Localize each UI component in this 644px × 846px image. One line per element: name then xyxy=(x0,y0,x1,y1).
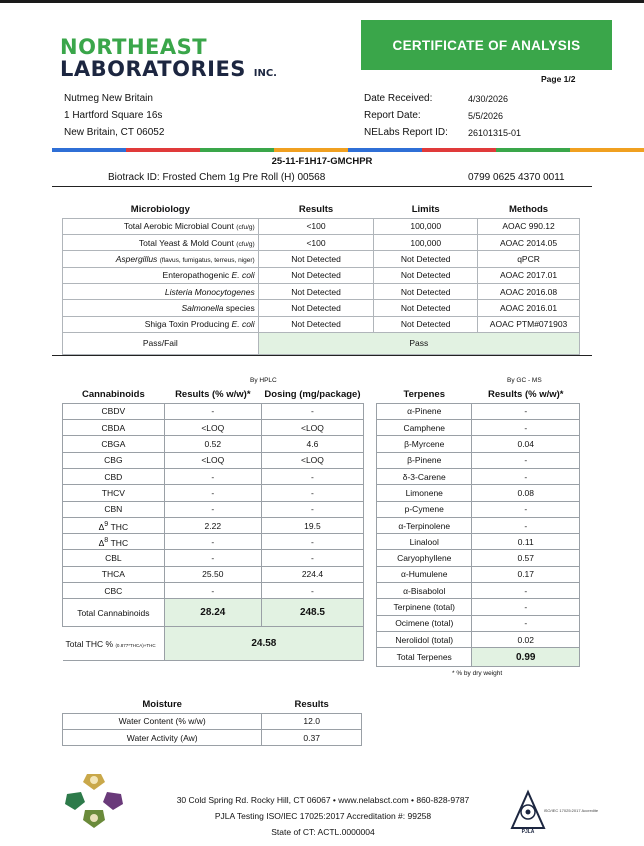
biotrack-id: Biotrack ID: Frosted Chem 1g Pre Roll (H) 00568 xyxy=(108,172,326,183)
result-cell: - xyxy=(164,485,261,501)
terpene-name: Camphene xyxy=(377,420,472,436)
result-cell: <LOQ xyxy=(164,452,261,468)
barcode-number: 0799 0625 4370 0011 xyxy=(468,172,565,183)
page-number: Page 1/2 xyxy=(541,74,576,84)
result-cell: - xyxy=(472,599,580,615)
result-cell: Not Detected xyxy=(258,283,374,299)
result-cell: Not Detected xyxy=(258,316,374,332)
dry-weight-note: * % by dry weight xyxy=(452,670,503,677)
cannabinoid-name: CBN xyxy=(63,501,165,517)
report-date-value: 5/5/2026 xyxy=(468,111,504,121)
limit-cell: Not Detected xyxy=(374,251,478,267)
table-row xyxy=(377,485,580,501)
color-stripe-segment xyxy=(496,148,570,152)
result-cell: 25.50 xyxy=(164,566,261,582)
footer-state-license: State of CT: ACTL.0000004 xyxy=(271,827,375,837)
cannabinoid-name: CBD xyxy=(63,468,165,484)
document-title: CERTIFICATE OF ANALYSIS xyxy=(361,20,612,70)
result-cell: Not Detected xyxy=(258,251,374,267)
result-cell: - xyxy=(472,615,580,631)
cannabinoid-name: CBC xyxy=(63,583,165,599)
cannabinoid-name: CBDV xyxy=(63,403,165,419)
logo-line-2 xyxy=(60,58,277,85)
limit-cell: Not Detected xyxy=(374,316,478,332)
logo-suffix: INC. xyxy=(253,68,277,79)
result-cell: - xyxy=(472,501,580,517)
table-row xyxy=(63,283,580,299)
result-cell: <100 xyxy=(258,235,374,251)
dose-cell: - xyxy=(261,501,363,517)
table-row xyxy=(377,615,580,631)
color-stripe-segment xyxy=(422,148,496,152)
pass-fail-label: Pass/Fail xyxy=(63,332,259,354)
result-cell: - xyxy=(472,583,580,599)
terpene-name: Ocimene (total) xyxy=(377,615,472,631)
table-row xyxy=(63,316,580,332)
terpene-name: α-Humulene xyxy=(377,566,472,582)
dose-cell: - xyxy=(261,534,363,550)
table-row xyxy=(63,566,364,582)
cannabinoid-header-name: Cannabinoids xyxy=(81,389,145,401)
cannabinoids-table xyxy=(62,387,364,661)
analyte-name: Total Yeast & Mold Count (cfu/g) xyxy=(63,235,259,251)
result-cell: 0.08 xyxy=(472,485,580,501)
color-stripe-segment xyxy=(274,148,348,152)
table-row xyxy=(377,420,580,436)
client-address-line-2: New Britain, CT 06052 xyxy=(64,127,165,138)
total-thc-row xyxy=(63,627,364,661)
result-cell: - xyxy=(472,403,580,419)
result-cell: - xyxy=(164,468,261,484)
result-cell: - xyxy=(472,517,580,533)
microbiology-table xyxy=(62,202,580,355)
analyte-name: Shiga Toxin Producing E. coli xyxy=(63,316,259,332)
method-cell: qPCR xyxy=(478,251,580,267)
micro-header-name: Microbiology xyxy=(130,204,190,216)
table-row xyxy=(63,235,580,251)
result-cell: 12.0 xyxy=(262,713,362,729)
table-row xyxy=(63,468,364,484)
dose-cell: 4.6 xyxy=(261,436,363,452)
limit-cell: 100,000 xyxy=(374,235,478,251)
result-cell: 0.17 xyxy=(472,566,580,582)
moisture-name: Water Activity (Aw) xyxy=(63,730,262,746)
table-row xyxy=(63,420,364,436)
table-row xyxy=(377,631,580,647)
footer-address: 30 Cold Spring Rd. Rocky Hill, CT 06067 • www.nelabsct.com • 860-828-9787 xyxy=(176,795,470,805)
analyte-name: Enteropathogenic E. coli xyxy=(63,267,259,283)
dose-cell: - xyxy=(261,485,363,501)
result-cell: - xyxy=(472,468,580,484)
date-received-label: Date Received: xyxy=(364,93,433,104)
report-id-label: NELabs Report ID: xyxy=(364,127,448,138)
moisture-header-results: Results xyxy=(294,699,329,711)
logo-line-1: NORTHEAST xyxy=(60,35,208,59)
table-row xyxy=(63,485,364,501)
dose-cell: 19.5 xyxy=(261,517,363,533)
pass-fail-row xyxy=(63,332,580,354)
client-address xyxy=(64,90,164,141)
total-cannabinoids-dose: 248.5 xyxy=(261,599,363,627)
terpene-method: By GC - MS xyxy=(507,377,542,384)
terpene-name: Caryophyllene xyxy=(377,550,472,566)
pjla-mark: PJLA xyxy=(521,829,535,834)
color-stripe-segment xyxy=(126,148,200,152)
cannabinoid-method: By HPLC xyxy=(250,377,277,384)
analyte-name: Total Aerobic Microbial Count (cfu/g) xyxy=(63,218,259,234)
terpene-name: α-Bisabolol xyxy=(377,583,472,599)
result-cell: - xyxy=(472,452,580,468)
cannabinoid-header-results: Results (% w/w)* xyxy=(175,389,251,401)
table-row xyxy=(63,267,580,283)
total-terpenes-label: Total Terpenes xyxy=(377,648,472,667)
terpene-name: α-Terpinolene xyxy=(377,517,472,533)
result-cell: 0.11 xyxy=(472,534,580,550)
limit-cell: Not Detected xyxy=(374,267,478,283)
footer xyxy=(100,792,546,840)
result-cell: 0.52 xyxy=(164,436,261,452)
table-row xyxy=(377,583,580,599)
cannabinoid-name: CBG xyxy=(63,452,165,468)
total-cannabinoids-row xyxy=(63,599,364,627)
report-date-label: Report Date: xyxy=(364,110,421,121)
analyte-name: Listeria Monocytogenes xyxy=(63,283,259,299)
cannabinoid-name: THCA xyxy=(63,566,165,582)
dose-cell: - xyxy=(261,403,363,419)
dose-cell: - xyxy=(261,583,363,599)
result-cell: 2.22 xyxy=(164,517,261,533)
color-stripe-segment xyxy=(200,148,274,152)
result-cell: - xyxy=(472,420,580,436)
pjla-accredited-text: ISO/IEC 17025:2017 Accredited xyxy=(543,808,598,813)
micro-header-results: Results xyxy=(298,204,334,216)
pjla-emblem-icon xyxy=(506,784,598,834)
terpene-name: β-Pinene xyxy=(377,452,472,468)
cannabinoid-header-dosing: Dosing (mg/package) xyxy=(264,389,361,401)
table-row xyxy=(377,436,580,452)
terpene-header-name: Terpenes xyxy=(403,389,446,401)
analyte-name: Aspergillus (flavus, fumigatus, terreus, niger) xyxy=(63,251,259,267)
cannabinoid-name: CBL xyxy=(63,550,165,566)
result-cell: 0.02 xyxy=(472,631,580,647)
result-cell: <LOQ xyxy=(164,420,261,436)
table-row xyxy=(377,550,580,566)
total-thc-value: 24.58 xyxy=(164,627,363,661)
method-cell: AOAC 2014.05 xyxy=(478,235,580,251)
moisture-table xyxy=(62,697,362,746)
table-row xyxy=(63,218,580,234)
result-cell: <100 xyxy=(258,218,374,234)
moisture-header-name: Moisture xyxy=(142,699,182,711)
color-stripe-segment xyxy=(570,148,644,152)
table-row xyxy=(63,583,364,599)
cannabinoid-name: CBDA xyxy=(63,420,165,436)
total-cannabinoids-result: 28.24 xyxy=(164,599,261,627)
terpene-name: p-Cymene xyxy=(377,501,472,517)
logo-word: LABORATORIES xyxy=(60,57,246,81)
table-row xyxy=(63,534,364,550)
footer-accreditation: PJLA Testing ISO/IEC 17025:2017 Accreditation #: 99258 xyxy=(214,811,432,821)
table-row xyxy=(377,452,580,468)
terpene-name: α-Pinene xyxy=(377,403,472,419)
table-row xyxy=(377,403,580,419)
result-cell: Not Detected xyxy=(258,300,374,316)
cannabinoid-name: CBGA xyxy=(63,436,165,452)
terpene-name: δ-3-Carene xyxy=(377,468,472,484)
cannabinoid-name: THCV xyxy=(63,485,165,501)
table-row xyxy=(63,550,364,566)
method-cell: AOAC 990.12 xyxy=(478,218,580,234)
result-cell: 0.04 xyxy=(472,436,580,452)
result-cell: Not Detected xyxy=(258,267,374,283)
divider xyxy=(52,355,592,356)
table-row xyxy=(63,452,364,468)
color-stripe-segment xyxy=(52,148,126,152)
table-row xyxy=(63,517,364,533)
method-cell: AOAC 2016.08 xyxy=(478,283,580,299)
method-cell: AOAC 2016.01 xyxy=(478,300,580,316)
micro-header-methods: Methods xyxy=(509,204,549,216)
table-row xyxy=(377,517,580,533)
cannabinoid-name: $\Delta^9$ THC xyxy=(63,517,165,533)
dose-cell: <LOQ xyxy=(261,420,363,436)
result-cell: - xyxy=(164,501,261,517)
result-cell: 0.37 xyxy=(262,730,362,746)
result-cell: 0.57 xyxy=(472,550,580,566)
dose-cell: 224.4 xyxy=(261,566,363,582)
analyte-name: Salmonella species xyxy=(63,300,259,316)
result-cell: - xyxy=(164,534,261,550)
dose-cell: - xyxy=(261,468,363,484)
table-row xyxy=(63,436,364,452)
sample-id: 25-11-F1H17-GMCHPR xyxy=(271,156,373,167)
table-row xyxy=(377,501,580,517)
table-row xyxy=(63,730,362,746)
dose-cell: - xyxy=(261,550,363,566)
report-id-value: 26101315-01 xyxy=(468,128,522,138)
result-cell: - xyxy=(164,583,261,599)
cannabinoid-name: $\Delta^8$ THC xyxy=(63,534,165,550)
table-row xyxy=(377,599,580,615)
method-cell: AOAC PTM#071903 xyxy=(478,316,580,332)
total-thc-label: Total THC % (0.877*THCA)+THC xyxy=(63,627,165,661)
limit-cell: Not Detected xyxy=(374,300,478,316)
client-name: Nutmeg New Britain xyxy=(64,93,153,104)
table-row xyxy=(377,566,580,582)
pjla-accreditation-logo xyxy=(506,784,598,834)
top-border xyxy=(0,0,644,3)
divider xyxy=(52,186,592,187)
pass-fail-value: Pass xyxy=(258,332,579,354)
table-row xyxy=(63,251,580,267)
table-row xyxy=(63,713,362,729)
table-row xyxy=(377,468,580,484)
result-cell: - xyxy=(164,550,261,566)
total-cannabinoids-label: Total Cannabinoids xyxy=(63,599,165,627)
report-labels xyxy=(364,90,448,141)
terpene-name: Linalool xyxy=(377,534,472,550)
total-terpenes-row xyxy=(377,648,580,667)
micro-header-limits: Limits xyxy=(411,204,440,216)
table-row xyxy=(63,501,364,517)
method-cell: AOAC 2017.01 xyxy=(478,267,580,283)
date-received-value: 4/30/2026 xyxy=(468,94,509,104)
terpene-header-results: Results (% w/w)* xyxy=(487,389,564,401)
table-row xyxy=(377,534,580,550)
terpene-name: Limonene xyxy=(377,485,472,501)
company-logo xyxy=(60,36,277,85)
limit-cell: 100,000 xyxy=(374,218,478,234)
terpene-name: β-Myrcene xyxy=(377,436,472,452)
client-address-line-1: 1 Hartford Square 16s xyxy=(64,110,163,121)
dose-cell: <LOQ xyxy=(261,452,363,468)
color-stripe xyxy=(52,148,644,152)
table-row xyxy=(63,403,364,419)
result-cell: - xyxy=(164,403,261,419)
terpenes-table xyxy=(376,387,580,667)
report-values xyxy=(468,91,521,142)
terpene-name: Nerolidol (total) xyxy=(377,631,472,647)
limit-cell: Not Detected xyxy=(374,283,478,299)
terpene-name: Terpinene (total) xyxy=(377,599,472,615)
table-row xyxy=(63,300,580,316)
color-stripe-segment xyxy=(348,148,422,152)
total-terpenes-value: 0.99 xyxy=(472,648,580,667)
moisture-name: Water Content (% w/w) xyxy=(63,713,262,729)
